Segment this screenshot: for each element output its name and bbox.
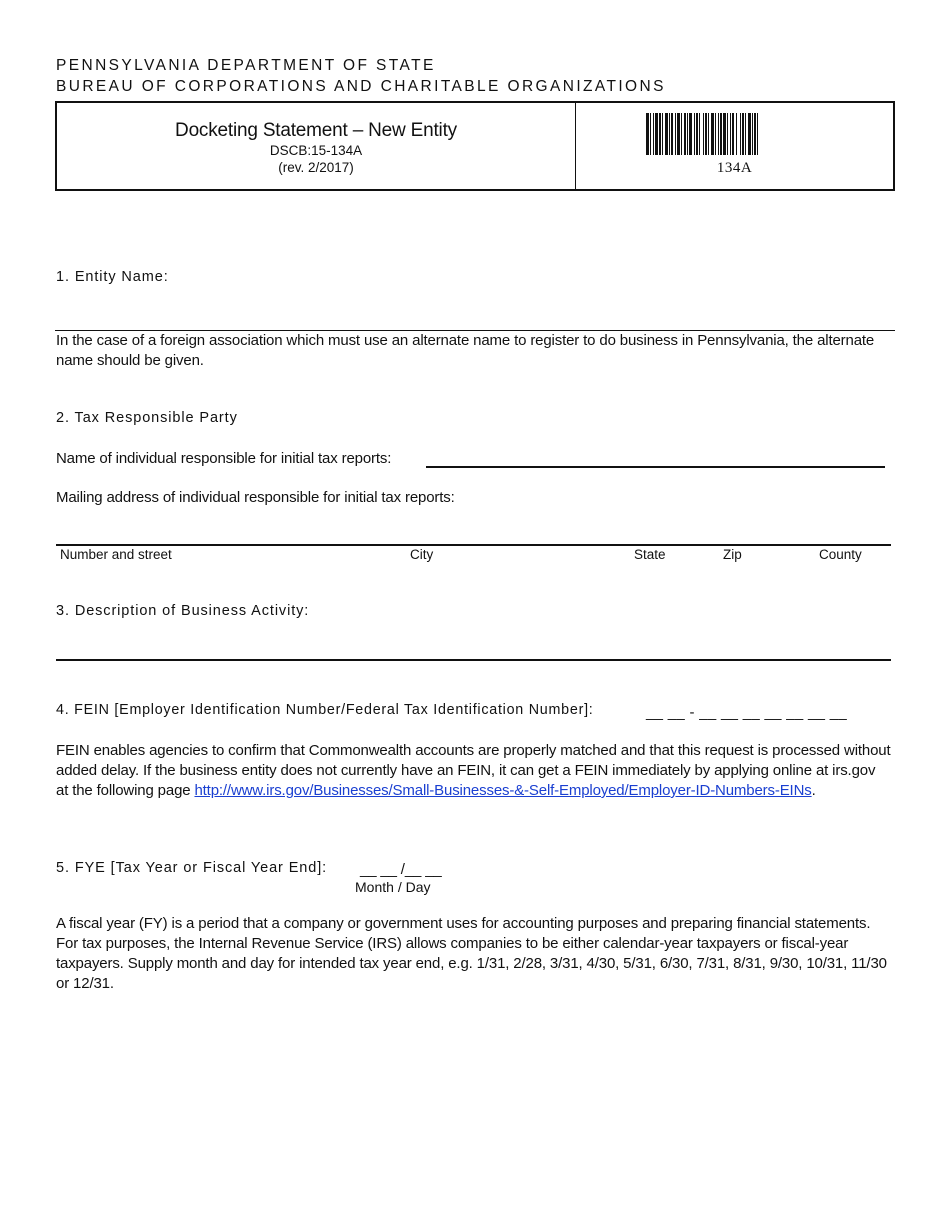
barcode-label: 134A xyxy=(716,160,753,176)
address-col-city: City xyxy=(410,547,434,562)
address-col-county: County xyxy=(819,547,862,562)
business-activity-field[interactable] xyxy=(56,659,891,661)
fye-input[interactable]: __ __ /__ __ xyxy=(360,861,442,878)
entity-name-label: 1. Entity Name: xyxy=(56,269,169,285)
tax-party-label: 2. Tax Responsible Party xyxy=(56,410,238,426)
individual-name-label: Name of individual responsible for initial tax reports: xyxy=(56,450,392,467)
mailing-address-field[interactable] xyxy=(56,544,891,546)
individual-name-field[interactable] xyxy=(426,466,885,468)
agency-name: PENNSYLVANIA DEPARTMENT OF STATE xyxy=(56,57,436,74)
address-col-street: Number and street xyxy=(60,547,172,562)
form-title-cell xyxy=(57,103,576,189)
form-title: Docketing Statement – New Entity xyxy=(175,120,457,141)
address-col-state: State xyxy=(634,547,666,562)
form-number: DSCB:15-134A xyxy=(269,143,363,158)
form-header-box xyxy=(55,101,895,191)
barcode-icon xyxy=(646,113,842,157)
fein-note xyxy=(56,741,891,801)
address-col-zip: Zip xyxy=(723,547,742,562)
bureau-name: BUREAU OF CORPORATIONS AND CHARITABLE ORGANIZATIONS xyxy=(56,78,666,95)
fein-note-text: FEIN enables agencies to confirm that Commonwealth accounts are properly matched and that this request is processed without added delay. If the business entity does not currently have an FEIN, it can get a FEIN immediately by applying online at irs.gov at the following page xyxy=(56,742,891,799)
business-activity-label: 3. Description of Business Activity: xyxy=(56,603,310,619)
irs-ein-link[interactable]: http://www.irs.gov/Businesses/Small-Businesses-&-Self-Employed/Employer-ID-Numbers-EINs xyxy=(194,782,812,799)
alternate-name-note: In the case of a foreign association which must use an alternate name to register to do business in Pennsylvania, the alternate name should be given. xyxy=(56,332,875,369)
fye-caption xyxy=(355,879,431,895)
fein-input[interactable]: __ __ - __ __ __ __ __ __ __ xyxy=(646,704,848,721)
fye-label: 5. FYE [Tax Year or Fiscal Year End]: xyxy=(56,860,328,876)
fein-label: 4. FEIN [Employer Identification Number/Federal Tax Identification Number]: xyxy=(56,702,594,718)
fye-slash: / xyxy=(397,879,402,895)
fye-day-label: Day xyxy=(405,879,431,895)
fein-note-end: . xyxy=(811,782,816,799)
mailing-address-label: Mailing address of individual responsible for initial tax reports: xyxy=(56,489,455,506)
form-revision: (rev. 2/2017) xyxy=(278,160,354,175)
fiscal-year-note: A fiscal year (FY) is a period that a company or government uses for accounting purposes and preparing financial statements. For tax purposes, the Internal Revenue Service (IRS) allows companies to be either calendar-year taxpayers or fiscal-year taxpayers. Supply month and day for intended tax year end, e.g. 1/31, 2/28, 3/31, 4/30, 5/31, 6/30, 7/31, 8/31, 9/30, 10/31, 11/30 or 12/31. xyxy=(56,915,887,992)
barcode-cell xyxy=(576,103,893,189)
fye-month-label: Month xyxy=(355,879,394,895)
